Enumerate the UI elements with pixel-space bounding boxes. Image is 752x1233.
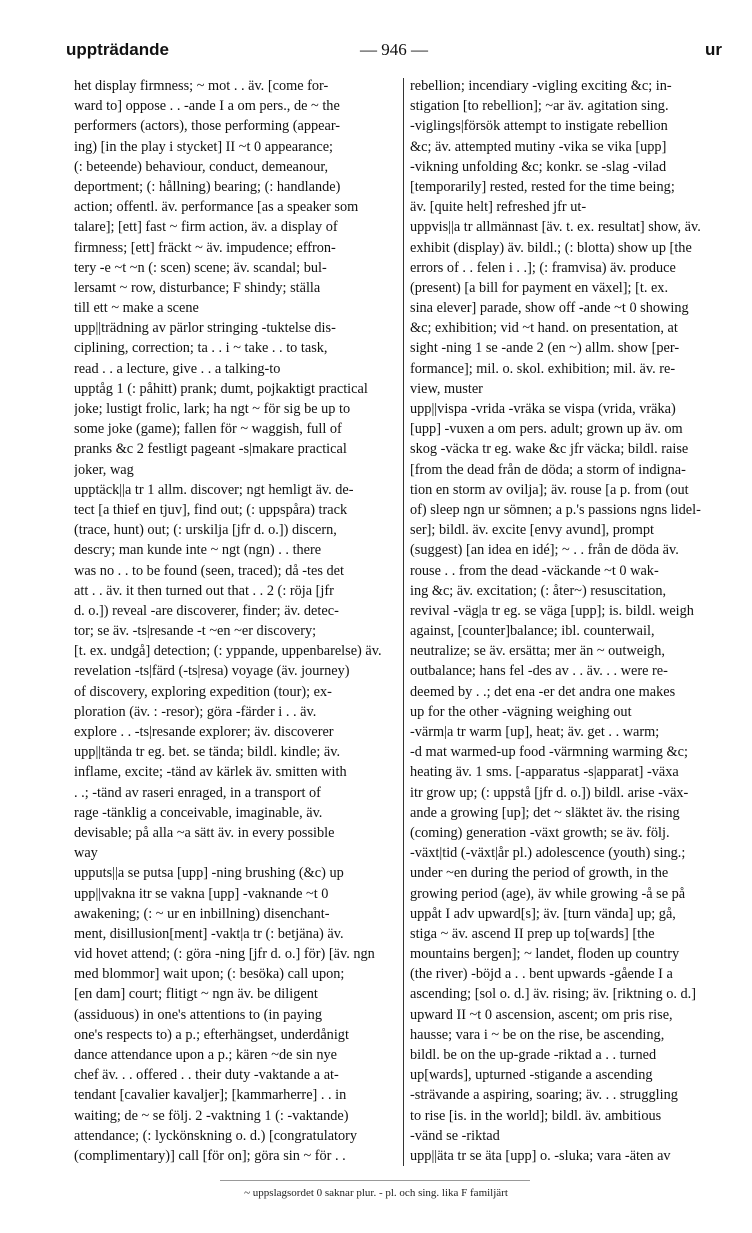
text-line: att . . äv. it then turned out that . . 2 (: röja [jfr bbox=[74, 582, 334, 599]
text-line: (: beteende) behaviour, conduct, demeanour, bbox=[74, 158, 329, 175]
text-line: devisable; på alla ~a sätt äv. in every possible bbox=[74, 824, 335, 841]
text-line: &c; äv. attempted mutiny -vika se vika [upp] bbox=[410, 138, 667, 155]
text-line: rouse . . from the dead -väckande ~t 0 wak- bbox=[410, 562, 659, 579]
header-left-guideword: uppträdande bbox=[66, 40, 169, 59]
text-line: ploration (äv. : -resor); göra -färder i . . äv. bbox=[74, 703, 317, 720]
text-line: formance]; mil. o. skol. exhibition; mil. äv. re- bbox=[410, 360, 676, 377]
text-line: (complimentary)] call [för on]; göra sin ~ för . . bbox=[74, 1147, 346, 1164]
text-line: stigation [to rebellion]; ~ar äv. agitation sing. bbox=[410, 98, 669, 115]
text-line: bildl. be on the up-grade -riktad a . . turned bbox=[410, 1047, 657, 1063]
text-line: upp||äta tr se äta [upp] o. -sluka; vara -äten av bbox=[410, 1147, 671, 1164]
text-line: tor; se äv. -ts|resande -t ~en ~er discovery; bbox=[74, 623, 317, 640]
text-line: itr grow up; (: uppstå [jfr d. o.]) bildl. arise -väx- bbox=[410, 784, 689, 801]
text-line: ward to] oppose . . -ande I a om pers., de ~ the bbox=[74, 98, 340, 115]
text-line: revival -väg|a tr eg. se väga [upp]; is. bildl. weigh bbox=[410, 602, 694, 619]
text-line: rage -tänklig a conceivable, imaginable, äv. bbox=[74, 804, 323, 821]
text-line: (suggest) [an idea en idé]; ~ . . från de döda äv. bbox=[410, 542, 679, 559]
text-line: revelation -ts|färd (-ts|resa) voyage (äv. journey) bbox=[74, 663, 350, 680]
text-line: outbalance; hans fel -des av . . äv. . . were re- bbox=[410, 663, 668, 680]
text-line: action; offentl. äv. performance [as a speaker som bbox=[74, 199, 359, 216]
text-line: talare]; [ett] fast ~ firm action, äv. a display of bbox=[74, 219, 338, 236]
text-line: upptåg 1 (: påhitt) prank; dumt, pojkaktigt practical bbox=[74, 380, 368, 397]
left-column bbox=[74, 76, 396, 1166]
text-line: upp||trädning av pärlor stringing -tuktelse dis- bbox=[74, 320, 336, 337]
page-footer: ~ uppslagsordet 0 saknar plur. - pl. och sing. lika F familjärt bbox=[244, 1187, 508, 1199]
text-line: -vikning unfolding &c; konkr. se -slag -vilad bbox=[410, 158, 667, 175]
text-line: sina elever] parade, show off -ande ~t 0 showing bbox=[410, 300, 689, 317]
text-line: tery -e ~t ~n (: scen) scene; äv. scandal; bul- bbox=[74, 259, 327, 276]
text-line: tect [a thief en tjuv], find out; (: uppspåra) track bbox=[74, 501, 348, 518]
text-line: exhibit (display) äv. bildl.; (: blotta) show up [the bbox=[410, 239, 692, 256]
text-line: rebellion; incendiary -vigling exciting &c; in- bbox=[410, 78, 672, 94]
text-line: lersamt ~ row, disturbance; F shindy; ställa bbox=[74, 279, 321, 296]
text-line: ser]; bildl. äv. excite [envy avund], prompt bbox=[410, 522, 655, 539]
text-line: awakening; (: ~ ur en inbillning) disenchant- bbox=[74, 905, 330, 922]
text-line: (the river) -böjd a . . bent upwards -gående I a bbox=[410, 966, 673, 983]
text-line: upp||vispa -vrida -vräka se vispa (vrida, vräka) bbox=[410, 401, 676, 417]
text-line: -värm|a tr warm [up], heat; äv. get . . warm; bbox=[410, 724, 660, 740]
text-line: [from the dead från de döda; a storm of indigna- bbox=[410, 461, 686, 478]
text-line: chef äv. . . offered . . their duty -vaktande a at- bbox=[74, 1067, 339, 1084]
text-line: -viglings|försök attempt to instigate rebellion bbox=[410, 118, 668, 135]
text-line: was no . . to be found (seen, traced); då -tes det bbox=[74, 562, 344, 579]
footer-rule bbox=[220, 1180, 530, 1181]
text-line: up for the other -vägning weighing out bbox=[410, 703, 632, 720]
text-line: upp||vakna itr se vakna [upp] -vaknande ~t 0 bbox=[74, 885, 329, 902]
text-line: skog -väcka tr eg. wake &c jfr väcka; bildl. raise bbox=[410, 441, 689, 458]
text-line: het display firmness; ~ mot . . äv. [come for- bbox=[74, 78, 329, 94]
text-line: (coming) generation -växt growth; se äv. följ. bbox=[410, 824, 670, 841]
text-line: upputs||a se putsa [upp] -ning brushing (&c) up bbox=[74, 865, 344, 882]
text-line: upptäck||a tr 1 allm. discover; ngt hemligt äv. de- bbox=[74, 481, 354, 498]
text-line: mountains bergen]; ~ landet, floden up country bbox=[410, 946, 680, 963]
text-line: firmness; [ett] fräckt ~ äv. impudence; effron- bbox=[74, 239, 336, 256]
text-line: some joke (game); fallen för ~ waggish, full of bbox=[74, 421, 342, 438]
text-line: [en dam] court; flitigt ~ ngn äv. be diligent bbox=[74, 986, 318, 1003]
header-right-guideword: ur bbox=[705, 40, 722, 59]
text-line: neutralize; se äv. ersätta; mer än ~ outweigh, bbox=[410, 643, 665, 660]
text-line: stiga ~ äv. ascend II prep up to[wards] [the bbox=[410, 925, 655, 942]
text-line: &c; exhibition; vid ~t hand. on presentation, at bbox=[410, 320, 678, 337]
text-line: descry; man kunde inte ~ ngt (ngn) . . there bbox=[74, 542, 322, 559]
text-line: -växt|tid (-växt|år pl.) adolescence (youth) sing.; bbox=[410, 845, 686, 862]
text-line: sight -ning 1 se -ande 2 (en ~) allm. show [per- bbox=[410, 340, 680, 357]
text-line: ing) [in the play i stycket] II ~t 0 appearance; bbox=[74, 138, 334, 155]
text-line: joker, wag bbox=[74, 461, 134, 478]
text-line: inflame, excite; -tänd av kärlek äv. smitten with bbox=[74, 764, 347, 781]
text-line: attendance; (: lyckönskning o. d.) [congratulatory bbox=[74, 1127, 358, 1144]
right-column bbox=[410, 76, 728, 1166]
text-line: hausse; vara i ~ be on the rise, be ascending, bbox=[410, 1026, 665, 1043]
text-line: . .; -tänd av raseri enraged, in a transport of bbox=[74, 784, 321, 801]
text-line: ciplining, correction; ta . . i ~ take . . to task, bbox=[74, 340, 328, 357]
text-line: -strävande a aspiring, soaring; äv. . . struggling bbox=[410, 1087, 678, 1104]
text-line: view, muster bbox=[410, 380, 483, 397]
text-line: uppvis||a tr allmännast [äv. t. ex. resultat] show, äv. bbox=[410, 219, 701, 236]
text-line: d. o.]) reveal -are discoverer, finder; äv. detec- bbox=[74, 602, 339, 619]
text-line: tendant [cavalier kavaljer]; [kammarherre] . . in bbox=[74, 1087, 347, 1104]
text-line: pranks &c 2 festligt pageant -s|makare practical bbox=[74, 441, 347, 458]
text-line: waiting; de ~ se följ. 2 -vaktning 1 (: -vaktande) bbox=[74, 1107, 349, 1124]
text-line: dance attendance upon a p.; kären ~de sin nye bbox=[74, 1047, 337, 1063]
text-line: (assiduous) in one's attentions to (in paying bbox=[74, 1006, 322, 1023]
text-line: one's respects to) a p.; efterhängset, underdånigt bbox=[74, 1026, 349, 1043]
text-line: -d mat warmed-up food -värmning warming &c; bbox=[410, 744, 688, 761]
text-line: ande a growing [up]; det ~ släktet äv. the rising bbox=[410, 804, 680, 821]
text-line: growing period (age), äv while growing -å se på bbox=[410, 885, 686, 902]
text-line: (trace, hunt) out; (: urskilja [jfr d. o.]) discern, bbox=[74, 522, 337, 539]
text-line: performers (actors), those performing (appear- bbox=[74, 118, 341, 135]
text-line: upward II ~t 0 ascension, ascent; om pris rise, bbox=[410, 1006, 673, 1023]
text-line: ing &c; äv. excitation; (: åter~) resuscitation, bbox=[410, 582, 667, 599]
text-line: uppåt I adv upward[s]; äv. [turn vända] up; gå, bbox=[410, 905, 676, 922]
text-line: read . . a lecture, give . . a talking-to bbox=[74, 360, 281, 377]
text-line: up[wards], upturned -stigande a ascending bbox=[410, 1067, 653, 1084]
text-line: under ~en during the period of growth, in the bbox=[410, 865, 669, 882]
text-line: ment, disillusion[ment] -vakt|a tr (: betjäna) äv. bbox=[74, 925, 344, 942]
text-line: med blommor] wait upon; (: besöka) call upon; bbox=[74, 966, 345, 983]
page-number: — 946 — bbox=[360, 40, 428, 59]
text-line: of) sleep ngn ur sömnen; a p.'s passions ngns lidel- bbox=[410, 501, 701, 518]
text-line: joke; lustigt frolic, lark; ha ngt ~ för sig be up to bbox=[74, 401, 351, 417]
text-line: explore . . -ts|resande explorer; äv. discoverer bbox=[74, 724, 334, 740]
text-line: upp||tända tr eg. bet. se tända; bildl. kindle; äv. bbox=[74, 744, 341, 761]
text-line: till ett ~ make a scene bbox=[74, 300, 199, 317]
text-line: äv. [quite helt] refreshed jfr ut- bbox=[410, 199, 587, 216]
text-line: tion en storm av ovilja]; äv. rouse [a p. from (out bbox=[410, 481, 689, 498]
text-line: way bbox=[74, 845, 98, 862]
text-line: deemed by . .; det ena -er det andra one makes bbox=[410, 683, 676, 700]
text-line: [upp] -vuxen a om pers. adult; grown up äv. om bbox=[410, 421, 683, 438]
text-line: [t. ex. undgå] detection; (: yppande, uppenbarelse) äv. bbox=[74, 643, 382, 660]
page-header bbox=[66, 40, 722, 66]
text-line: heating äv. 1 sms. [-apparatus -s|apparat] -växa bbox=[410, 764, 679, 781]
text-line: ascending; [sol o. d.] äv. rising; äv. [riktning o. d.] bbox=[410, 986, 697, 1003]
text-line: to rise [is. in the world]; bildl. äv. ambitious bbox=[410, 1107, 662, 1124]
text-line: errors of . . felen i . .]; (: framvisa) äv. produce bbox=[410, 259, 676, 276]
text-line: (present) [a bill for payment en växel]; [t. ex. bbox=[410, 279, 669, 296]
text-line: of discovery, exploring expedition (tour); ex- bbox=[74, 683, 332, 700]
text-line: vid hovet attend; (: göra -ning [jfr d. o.] för) [äv. ngn bbox=[74, 946, 375, 963]
text-line: deportment; (: hållning) bearing; (: handlande) bbox=[74, 178, 341, 195]
column-divider bbox=[403, 78, 404, 1166]
text-line: against, [counter]balance; ibl. counterwail, bbox=[410, 623, 655, 640]
text-line: [temporarily] rested, rested for the time being; bbox=[410, 178, 675, 195]
text-line: -vänd se -riktad bbox=[410, 1127, 500, 1144]
